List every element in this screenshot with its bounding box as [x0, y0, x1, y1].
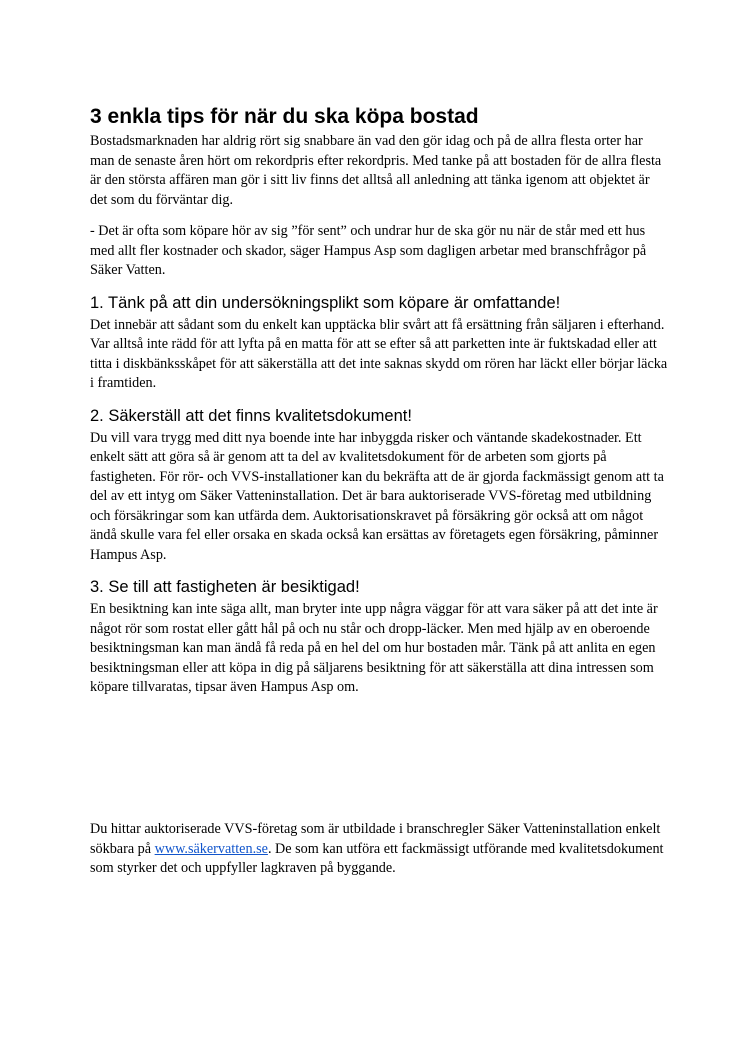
footer — [90, 820, 670, 879]
section-heading-2: 2. Säkerställ att det finns kvalitetsdokument! — [90, 406, 412, 425]
section-body-1: Det innebär att sådant som du enkelt kan upptäcka blir svårt att få ersättning från säljaren i efterhand. Var alltså inte rädd för att lyfta på en matta för att se efter så att parketten inte är fuktskadad eller att titta i diskbänksskåpet för att säkerställa att det inte saknas skydd om rören har läckt eller börjar läcka i framtiden. — [90, 316, 668, 391]
article-quote: - Det är ofta som köpare hör av sig ”för sent” och undrar hur de ska gör nu när de står med ett hus med allt fler kostnader och skador, säger Hampus Asp som dagligen arbetar med branschfrågor på Säker Vatten. — [90, 223, 647, 278]
section-heading-3: 3. Se till att fastigheten är besiktigad! — [90, 578, 360, 596]
footer-paragraph — [90, 820, 670, 879]
saker-vatten-link[interactable]: www.säkervatten.se — [154, 840, 268, 857]
article-title: 3 enkla tips för när du ska köpa bostad — [90, 105, 479, 128]
footer-text-before: Du hittar auktoriserade VVS-företag som är utbildade i branschregler Säker Vatteninstallation enkelt sökbara på — [90, 821, 661, 857]
footer-text-after: . De som kan utföra ett fackmässigt utförande med kvalitetsdokument som styrker det och uppfyller lagkraven på byggande. — [90, 840, 664, 876]
section-body-3: En besiktning kan inte säga allt, man bryter inte upp några väggar för att vara säker på att det inte är något rör som rostat eller gått hål på och nu står och dropp-läcker. Men med hjälp av en oberoende besiktningsman kan man ändå få reda på en hel del om hur bostaden mår. Tänk på att anlita en egen besiktningsman eller att köpa in dig på säljarens besiktning för att säkerställa att dina intressen som köpare tillvaratas, tipsar även Hampus Asp om. — [90, 601, 658, 695]
article — [90, 104, 670, 698]
section-heading-1: 1. Tänk på att din undersökningsplikt som köpare är omfattande! — [90, 293, 561, 312]
section-body-2: Du vill vara trygg med ditt nya boende inte har inbyggda risker och väntande skadekostnader. Ett enkelt sätt att göra så är genom att ta del av kvalitetsdokument för de arbeten som gjorts på fastigheten. För rör- och VVS-installationer kan du bekräfta att de är gjorda fackmässigt genom att ta del av ett intyg om Säker Vatteninstallation. Det är bara auktoriserade VVS-företag med utbildning och försäkringar som kan utfärda dem. Auktorisationskravet på försäkring gör också att om något ändå skulle vara fel eller orsaka en skada också kan ersättas av företagets egen försäkring, påminner Hampus Asp. — [90, 429, 664, 563]
article-intro: Bostadsmarknaden har aldrig rört sig snabbare än vad den gör idag och på de allra flesta orter har man de senaste åren hört om rekordpris efter rekordpris. Med tanke på att bostaden för de allra flesta är den största affären man gör i sitt liv finns det alltså all anledning att tänka igenom att objektet är det som du förväntar dig. — [90, 133, 662, 208]
